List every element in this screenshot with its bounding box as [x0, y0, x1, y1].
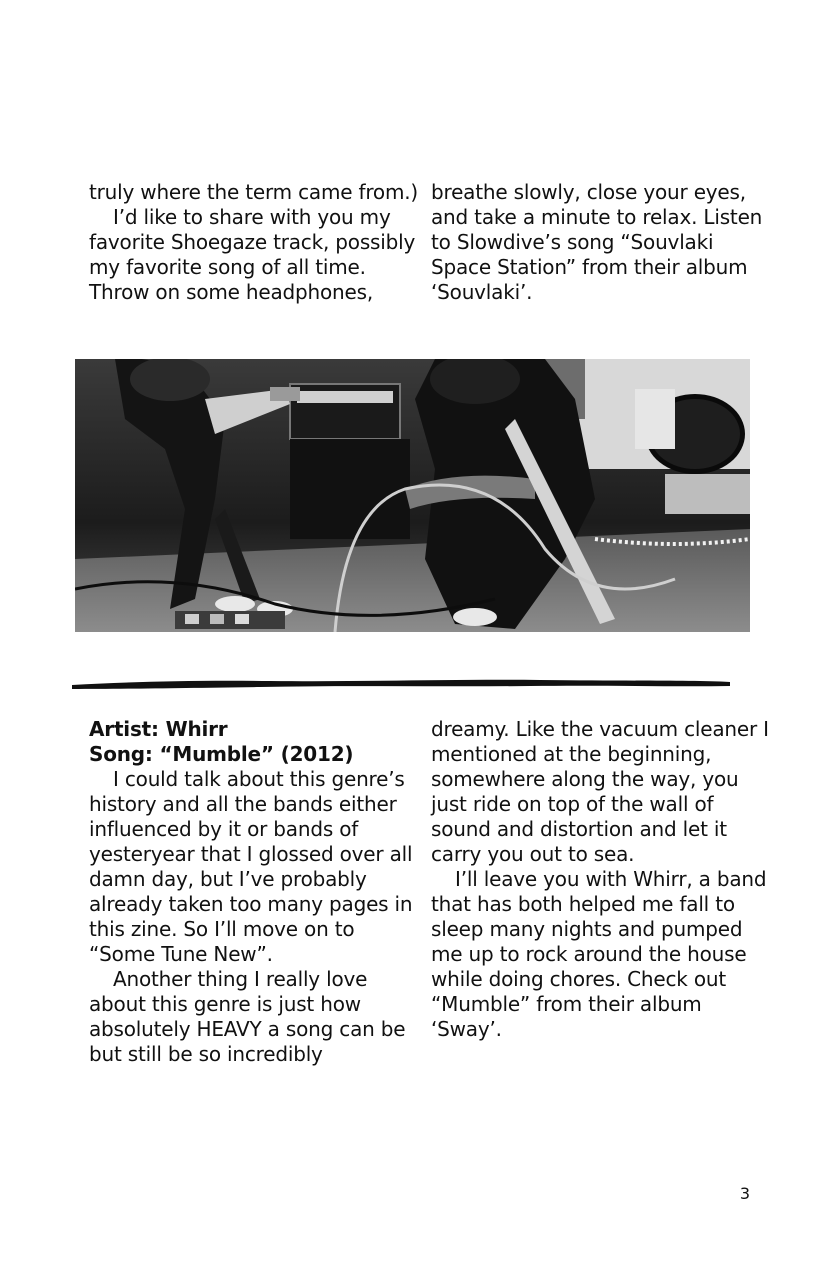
paragraph: I could talk about this genre’s history and all the bands either influenced by it or bands of yesteryear that I glossed over all damn day, but I’ve probably already taken too many pages in this zine. So I’ll move on to “Some Tune New”.	[89, 767, 413, 966]
bottom-left-column	[89, 717, 419, 1067]
bottom-right-column	[431, 717, 771, 1042]
page-number: 3	[739, 1184, 750, 1203]
paragraph: I’d like to share with you my favorite Shoegaze track, possibly my favorite song of all time. Throw on some headphones,	[89, 205, 416, 304]
band-photo	[75, 359, 750, 632]
song-heading: Song: “Mumble” (2012)	[89, 742, 354, 766]
band-photo-illustration	[75, 359, 750, 632]
paragraph: Another thing I really love about this genre is just how absolutely HEAVY a song can be but still be so incredibly	[89, 967, 406, 1066]
top-left-column	[89, 180, 419, 305]
top-right-column	[431, 180, 771, 305]
paragraph: truly where the term came from.)	[89, 180, 419, 204]
paragraph: breathe slowly, close your eyes, and take a minute to relax. Listen to Slowdive’s song “Souvlaki Space Station” from their album ‘Souvlaki’.	[431, 180, 763, 304]
artist-heading: Artist: Whirr	[89, 717, 228, 741]
paragraph: dreamy. Like the vacuum cleaner I mentioned at the beginning, somewhere along the way, you just ride on top of the wall of sound and distortion and let it carry you out to sea.	[431, 717, 769, 866]
section-divider	[70, 676, 732, 692]
paragraph: I’ll leave you with Whirr, a band that has both helped me fall to sleep many nights and pumped me up to rock around the house while doing chores. Check out “Mumble” from their album ‘Sway’.	[431, 867, 767, 1041]
